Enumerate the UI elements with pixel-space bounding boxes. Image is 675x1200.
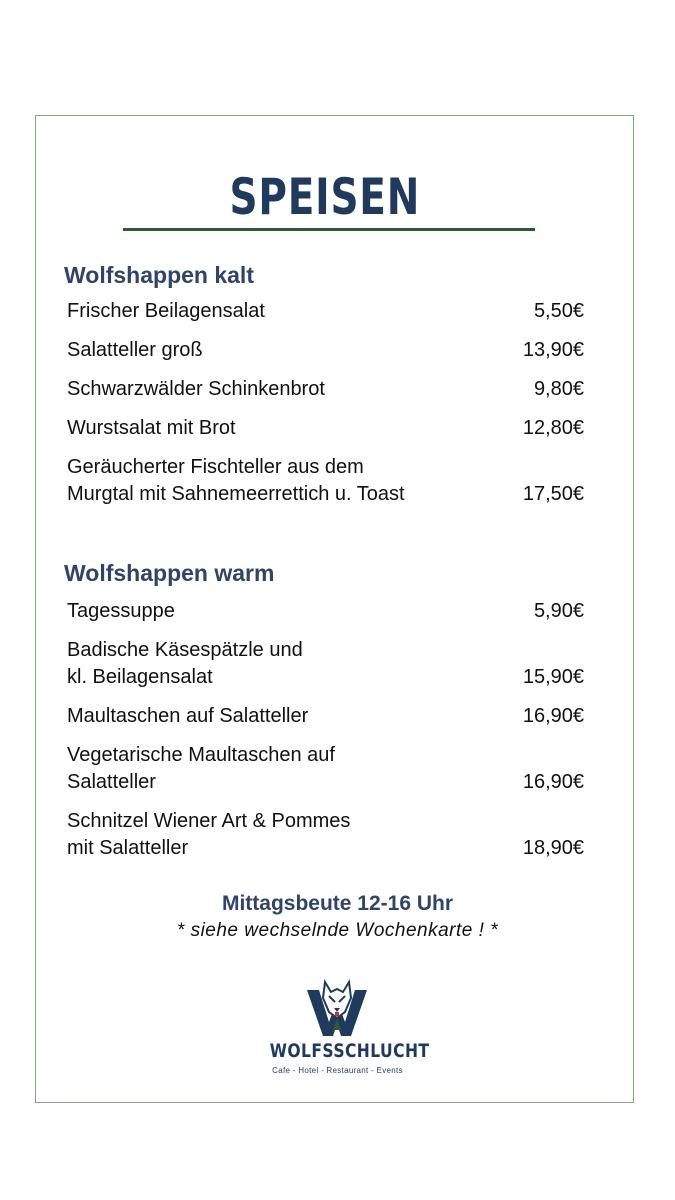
item-name: Schwarzwälder Schinkenbrot xyxy=(67,378,325,400)
item-name: Salatteller groß xyxy=(67,339,203,361)
menu-title: SPEISEN xyxy=(229,168,421,226)
title-underline xyxy=(123,228,535,231)
lunch-title: Mittagsbeute 12-16 Uhr xyxy=(221,892,454,915)
brand-tagline: Cafe - Hotel - Restaurant - Events xyxy=(272,1066,403,1075)
item-price: 15,90€ xyxy=(522,666,584,688)
menu-item xyxy=(67,742,584,796)
item-name: Maultaschen auf Salatteller xyxy=(67,705,309,727)
item-price: 16,90€ xyxy=(522,771,584,793)
item-price: 17,50€ xyxy=(522,483,584,505)
item-price: 16,90€ xyxy=(522,705,584,727)
brand-name: WOLFSSCHLUCHT xyxy=(269,1040,430,1062)
menu-item xyxy=(67,703,584,730)
menu-item xyxy=(67,454,584,508)
item-price: 18,90€ xyxy=(522,837,584,859)
menu-item xyxy=(67,376,584,403)
menu-item xyxy=(67,298,584,325)
item-price: 5,90€ xyxy=(533,600,584,622)
item-name: Schnitzel Wiener Art & Pommes mit Salatteller xyxy=(67,810,351,859)
item-price: 5,50€ xyxy=(533,300,584,322)
item-name: Frischer Beilagensalat xyxy=(67,300,265,322)
item-price: 9,80€ xyxy=(533,378,584,400)
item-name: Vegetarische Maultaschen auf Salatteller xyxy=(67,744,335,793)
menu-item xyxy=(67,808,584,862)
lunch-note: * siehe wechselnde Wochenkarte ! * xyxy=(176,920,499,941)
item-price: 13,90€ xyxy=(522,339,584,361)
menu-item xyxy=(67,637,584,691)
menu-item xyxy=(67,598,584,625)
item-name: Geräucherter Fischteller aus dem Murgtal mit Sahnemeerrettich u. Toast xyxy=(67,456,405,505)
section-heading-warm: Wolfshappen warm xyxy=(64,560,275,586)
item-price: 12,80€ xyxy=(522,417,584,439)
menu-item xyxy=(67,415,584,442)
item-name: Wurstsalat mit Brot xyxy=(67,417,236,439)
item-name: Tagessuppe xyxy=(67,600,175,622)
section-heading-cold: Wolfshappen kalt xyxy=(64,262,254,288)
wolf-w-logo-icon xyxy=(255,978,420,1040)
menu-item xyxy=(67,337,584,364)
brand-logo xyxy=(255,978,430,1078)
item-name: Badische Käsespätzle und kl. Beilagensalat xyxy=(67,639,303,688)
